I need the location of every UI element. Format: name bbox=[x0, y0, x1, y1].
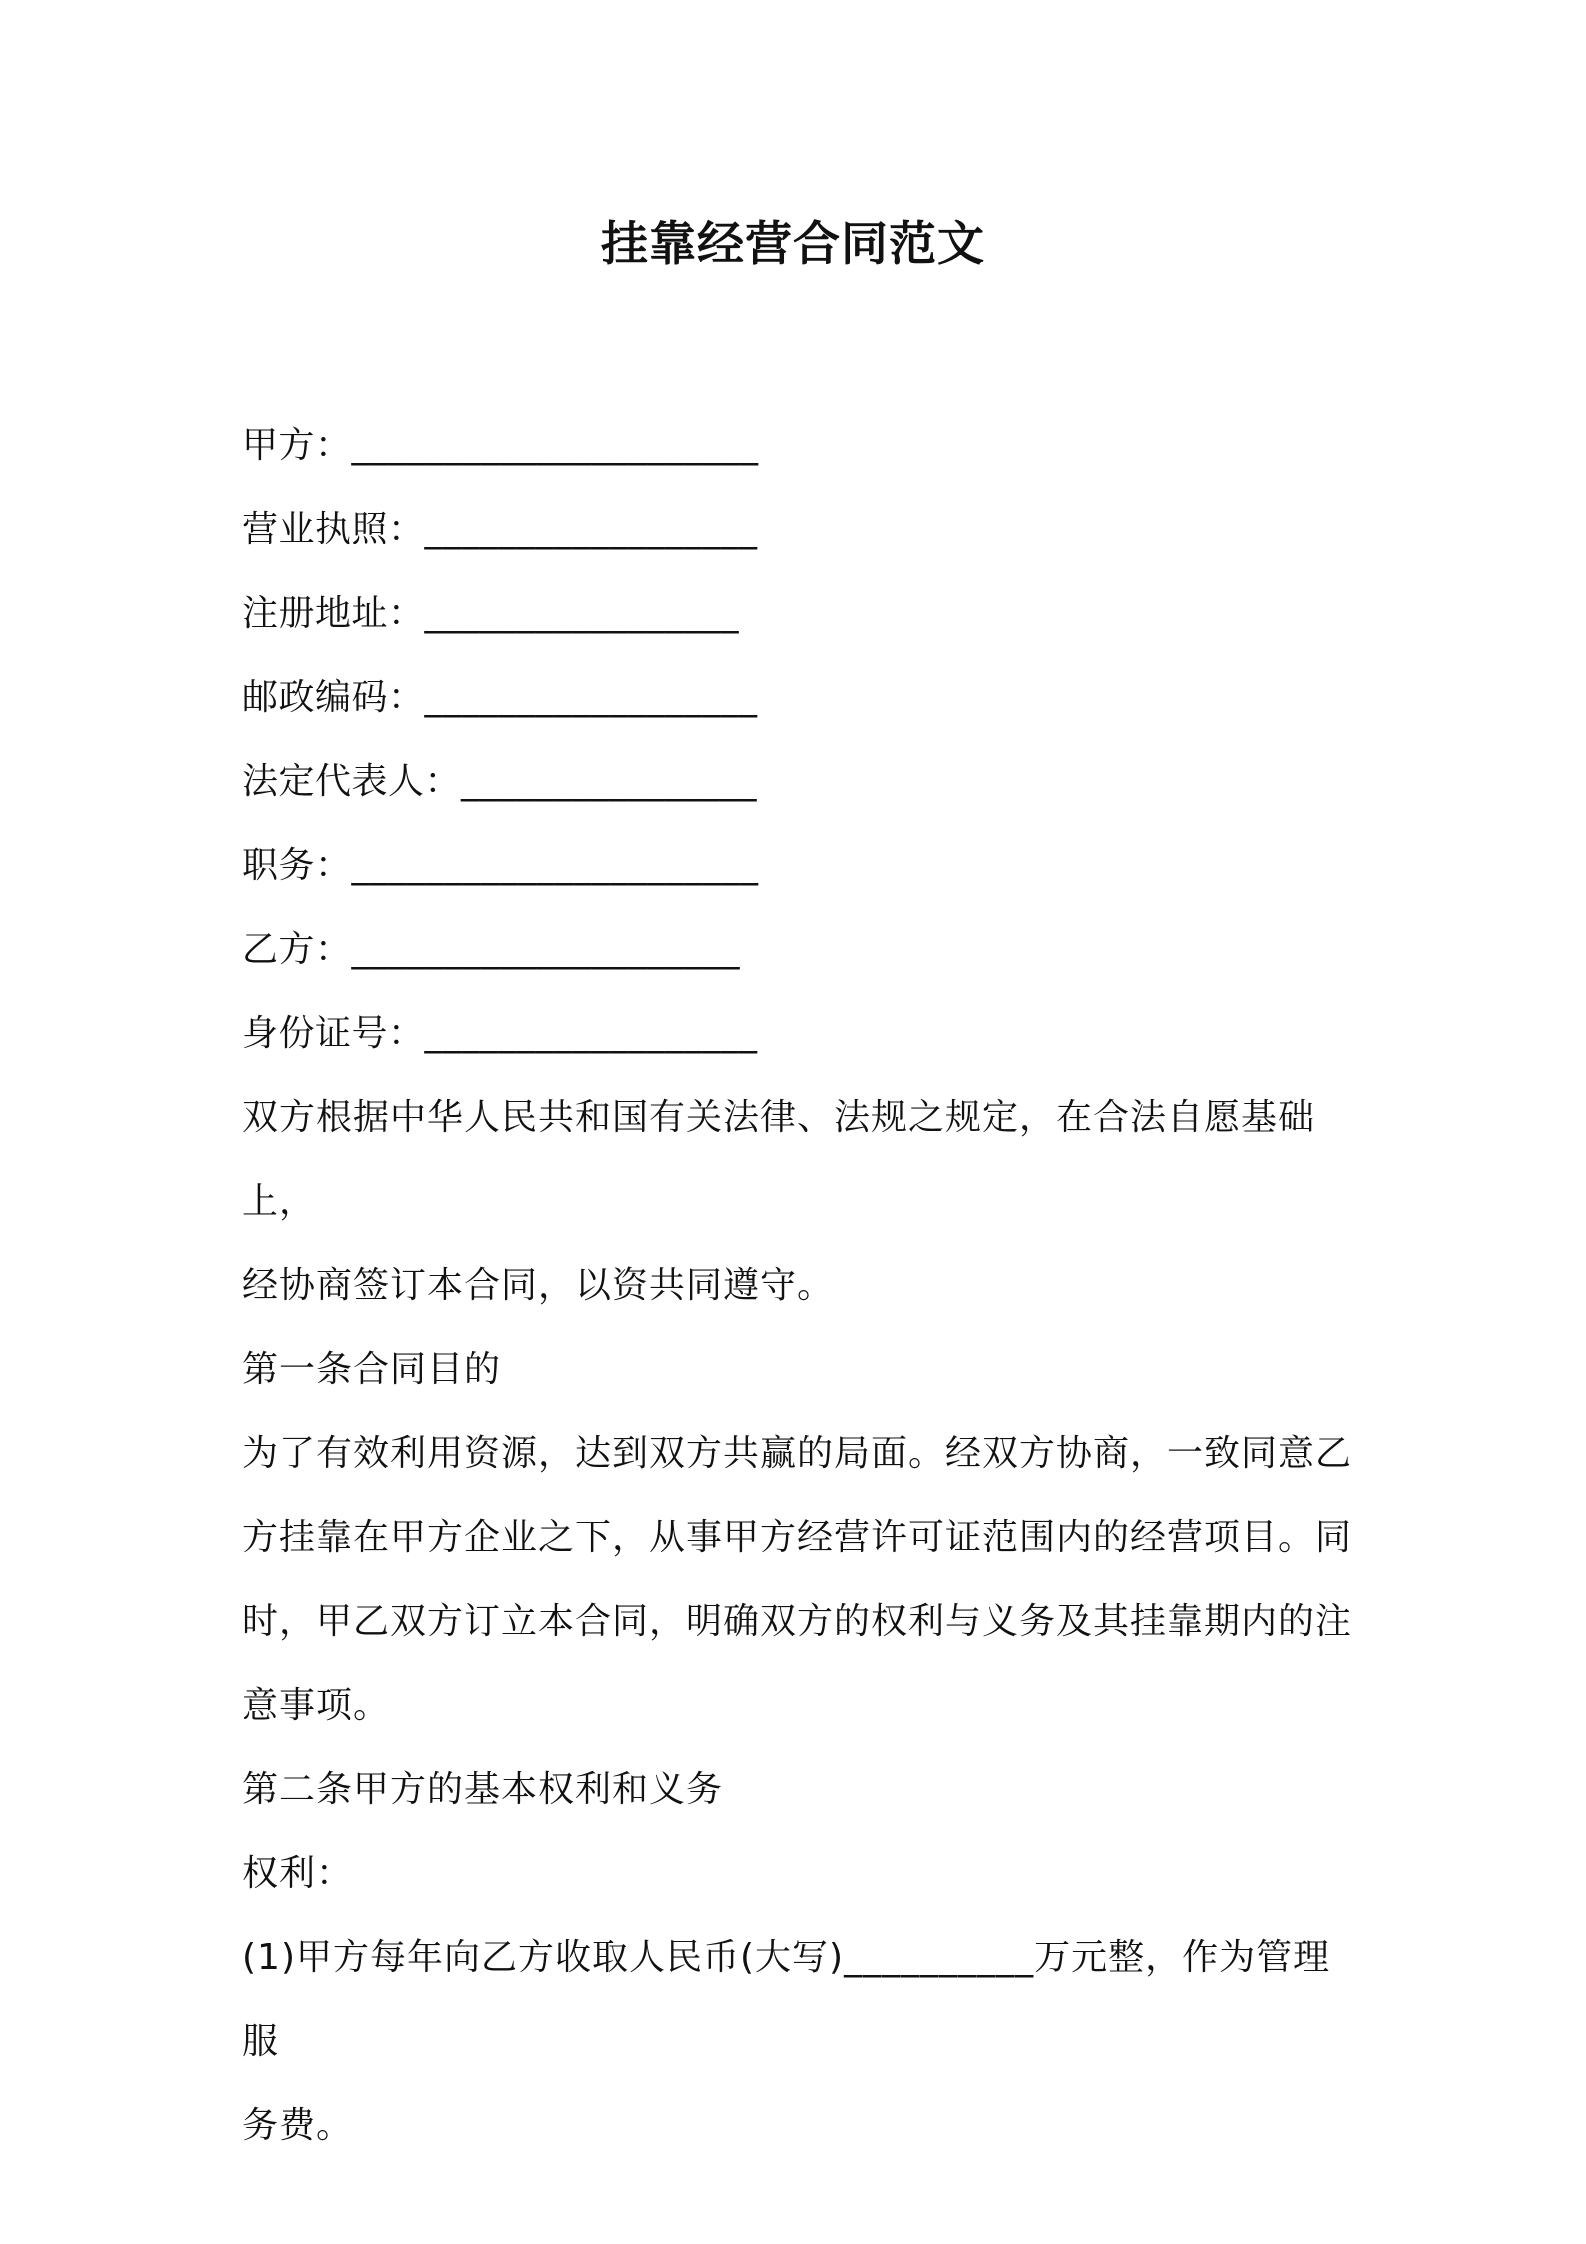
field-label: 法定代表人： bbox=[242, 761, 462, 802]
article-1-line-4: 意事项。 bbox=[242, 1685, 391, 1726]
field-id-number bbox=[242, 992, 1362, 1076]
item-1-blank: __________ bbox=[844, 1937, 1035, 1978]
field-label: 甲方： bbox=[242, 425, 352, 466]
field-registered-address bbox=[242, 572, 1362, 656]
field-postal-code bbox=[242, 656, 1362, 740]
field-blank: _____________________ bbox=[351, 929, 741, 970]
field-blank: ______________________ bbox=[351, 425, 759, 466]
item-1-line-2: 务费。 bbox=[242, 2105, 354, 2146]
article-1-heading: 第一条合同目的 bbox=[242, 1349, 502, 1390]
field-legal-representative bbox=[242, 740, 1362, 824]
article-1-line-1: 为了有效利用资源，达到双方共赢的局面。经双方协商，一致同意乙 bbox=[242, 1433, 1353, 1474]
field-position bbox=[242, 824, 1362, 908]
item-1-suffix: 万元整，作为管理服 bbox=[242, 1937, 1331, 2062]
field-blank: __________________ bbox=[424, 509, 758, 550]
item-1-prefix: (1)甲方每年向乙方收取人民币(大写) bbox=[242, 1937, 845, 1978]
article-2-heading: 第二条甲方的基本权利和义务 bbox=[242, 1769, 724, 1810]
field-blank: ______________________ bbox=[351, 845, 759, 886]
field-label: 身份证号： bbox=[242, 1013, 425, 1054]
field-label: 注册地址： bbox=[242, 593, 425, 634]
field-label: 邮政编码： bbox=[242, 677, 425, 718]
field-blank: ________________ bbox=[461, 761, 758, 802]
document-body bbox=[242, 404, 1362, 2168]
field-blank: __________________ bbox=[424, 1013, 758, 1054]
field-business-license bbox=[242, 488, 1362, 572]
intro-line-2: 经协商签订本合同，以资共同遵守。 bbox=[242, 1265, 835, 1306]
item-1-line-1 bbox=[242, 1916, 1362, 2084]
field-label: 营业执照： bbox=[242, 509, 425, 550]
intro-line-1: 双方根据中华人民共和国有关法律、法规之规定，在合法自愿基础上， bbox=[242, 1097, 1316, 1222]
field-blank: __________________ bbox=[424, 677, 758, 718]
field-party-b bbox=[242, 908, 1362, 992]
rights-label: 权利： bbox=[242, 1853, 354, 1894]
field-blank: _________________ bbox=[424, 593, 740, 634]
article-1-line-3: 时，甲乙双方订立本合同，明确双方的权利与义务及其挂靠期内的注 bbox=[242, 1601, 1353, 1642]
field-label: 乙方： bbox=[242, 929, 352, 970]
article-1-line-2: 方挂靠在甲方企业之下，从事甲方经营许可证范围内的经营项目。同 bbox=[242, 1517, 1353, 1558]
field-party-a bbox=[242, 404, 1362, 488]
document-title: 挂靠经营合同范文 bbox=[601, 217, 985, 272]
field-label: 职务： bbox=[242, 845, 352, 886]
